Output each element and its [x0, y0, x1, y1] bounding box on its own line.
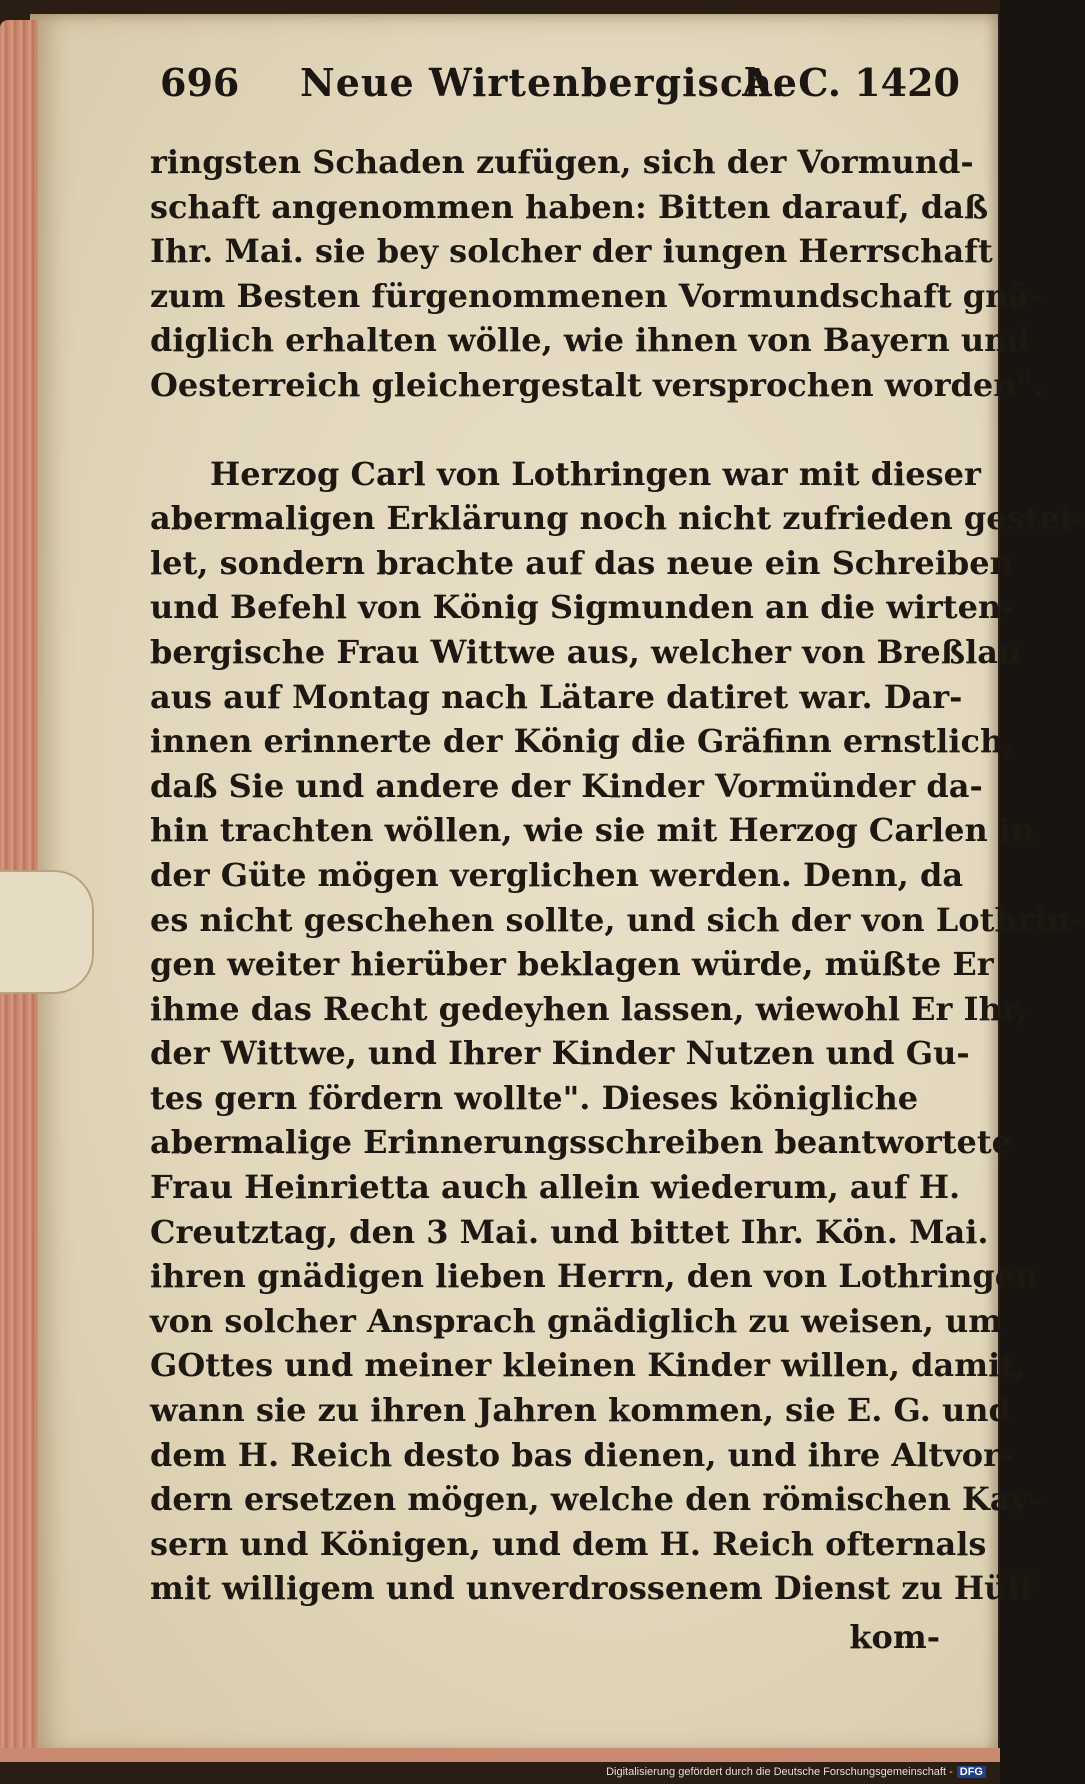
footer: [606, 1766, 986, 1778]
page-header: [160, 60, 960, 120]
text-line: zum Besten fürgenommenen Vormundschaft gnä-: [150, 276, 1043, 315]
paragraph-2: [150, 452, 1085, 1611]
page-edge-bottom: [0, 1748, 1000, 1762]
text-line: Frau Heinrietta auch allein wiederum, auf H.: [150, 1168, 961, 1207]
text-line: abermaligen Erklärung noch nicht zufrieden gestel-: [150, 499, 1085, 538]
text-line: es nicht geschehen sollte, und sich der von Lothrin-: [150, 900, 1084, 939]
dfg-logo: DFG: [957, 1766, 986, 1778]
year-mark: A. C. 1420: [742, 60, 960, 105]
paragraph-gap: [150, 408, 960, 452]
page-number: 696: [160, 60, 240, 105]
text-line: ihren gnädigen lieben Herrn, den von Lothringen: [150, 1257, 1039, 1296]
text-line: aus auf Montag nach Lätare datiret war. Dar-: [150, 677, 963, 716]
catchword: kom-: [849, 1618, 940, 1656]
text-line: bergische Frau Wittwe aus, welcher von Breßlau: [150, 632, 1022, 671]
text-line: und Befehl von König Sigmunden an die wirten-: [150, 588, 1015, 627]
text-line: ihme das Recht gedeyhen lassen, wiewohl Er Ihr,: [150, 989, 1028, 1028]
text-line: diglich erhalten wölle, wie ihnen von Bayern und: [150, 321, 1030, 360]
text-line: Creutztag, den 3 Mai. und bittet Ihr. Kön. Mai.: [150, 1212, 989, 1251]
text-line: der Güte mögen verglichen werden. Denn, da: [150, 855, 964, 894]
text-line: let, sondern brachte auf das neue ein Schreiben: [150, 543, 1013, 582]
text-line: mit willigem und unverdrossenem Dienst zu Hülf: [150, 1569, 1034, 1608]
text-line: dem H. Reich desto bas dienen, und ihre Altvor-: [150, 1435, 1014, 1474]
page-tab: [0, 870, 94, 994]
text-line: hin trachten wöllen, wie sie mit Herzog Carlen in: [150, 811, 1035, 850]
text-line: der Wittwe, und Ihrer Kinder Nutzen und Gu-: [150, 1034, 970, 1073]
text-line: innen erinnerte der König die Gräfinn ernstlich,: [150, 722, 1015, 761]
text-line: gen weiter hierüber beklagen würde, müßte Er: [150, 945, 994, 984]
paragraph-1: [150, 140, 1045, 408]
text-line: Oesterreich gleichergestalt versprochen worden".: [150, 365, 1045, 404]
text-line: von solcher Ansprach gnädiglich zu weisen, um: [150, 1301, 1003, 1340]
text-line: schaft angenommen haben: Bitten darauf, daß: [150, 187, 989, 226]
text-line: sern und Königen, und dem H. Reich ofternals: [150, 1524, 987, 1563]
text-line: dern ersetzen mögen, welche den römischen Kay-: [150, 1480, 1043, 1519]
text-line: Herzog Carl von Lothringen war mit dieser: [210, 454, 981, 493]
running-title: Neue Wirtenbergische: [300, 60, 798, 105]
text-line: daß Sie und andere der Kinder Vormünder da-: [150, 766, 983, 805]
text-line: GOttes und meiner kleinen Kinder willen, damit,: [150, 1346, 1027, 1385]
body-text: [150, 140, 1085, 1611]
text-line: wann sie zu ihren Jahren kommen, sie E. G. und: [150, 1391, 1011, 1430]
text-line: abermalige Erinnerungsschreiben beantwortete: [150, 1123, 1013, 1162]
footer-text: Digitalisierung gefördert durch die Deutsche Forschungsgemeinschaft -: [606, 1766, 953, 1778]
text-line: tes gern fördern wollte". Dieses königliche: [150, 1078, 919, 1117]
text-line: ringsten Schaden zufügen, sich der Vormund-: [150, 143, 974, 181]
text-line: Ihr. Mai. sie bey solcher der iungen Herrschaft: [150, 232, 993, 271]
